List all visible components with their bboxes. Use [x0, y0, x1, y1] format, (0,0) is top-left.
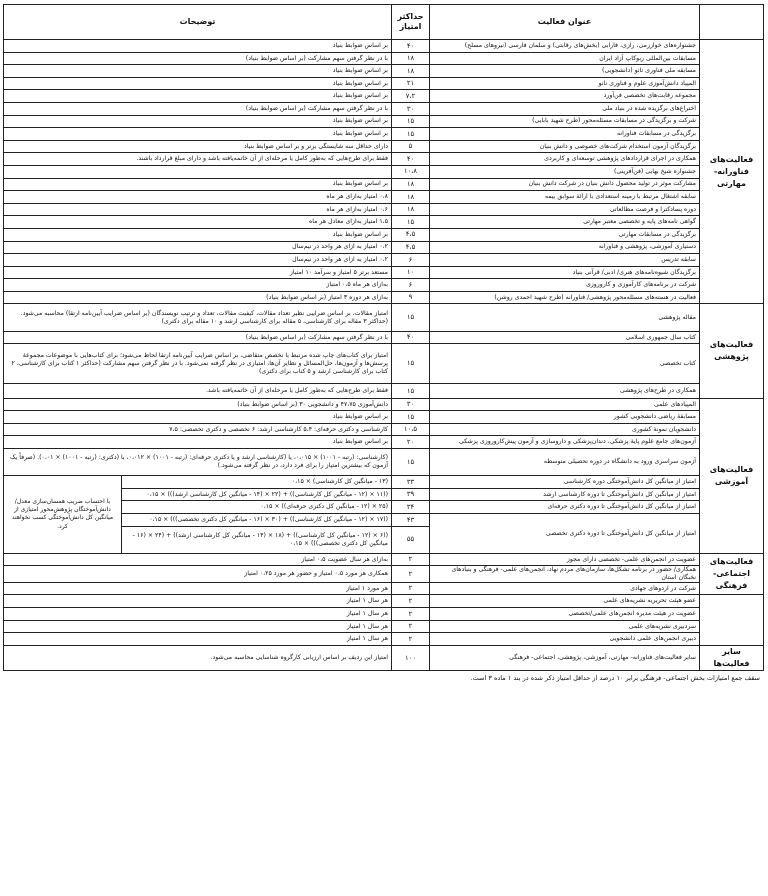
activity-cell: سردبیری نشریه‌های علمی — [430, 620, 700, 633]
points-cell: ۱۵ — [392, 128, 430, 141]
points-cell: ۱۵ — [392, 384, 430, 399]
points-cell: ۱۵ — [392, 411, 430, 424]
points-cell: ۱۰،۵ — [392, 423, 430, 436]
points-cell: ۱۰۰ — [392, 645, 430, 670]
table-row — [3, 620, 763, 633]
points-cell: ۴۰ — [392, 331, 430, 344]
table-row — [3, 608, 763, 621]
notes-cell: فقط برای طرح‌هایی که به‌طور کامل یا مرحله‌ای از آن خاتمه‌یافته باشد و دارای مبلغ قرارداد باشند. — [3, 153, 391, 166]
table-row — [3, 140, 763, 153]
activity-cell: آزمون سراسری ورود به دانشگاه در دوره تحصیلی متوسطه — [430, 449, 700, 476]
table-row — [3, 476, 763, 489]
notes-cell: دارای حداقل سه شایستگی برتر و بر اساس ضوابط بنیاد — [3, 140, 391, 153]
table-row — [3, 384, 763, 399]
activity-cell: جشنواره‌های خوارزمی، رازی، فارابی (بخش‌های رقابتی) و سلمان فارسی (نیروهای مسلح) — [430, 40, 700, 53]
header-activity: عنوان فعالیت — [430, 5, 700, 40]
points-cell: ۲ — [392, 566, 430, 583]
activity-cell: سابقه تدریس — [430, 254, 700, 267]
notes-cell: هر سال ۱ امتیاز — [3, 595, 391, 608]
table-row — [3, 153, 763, 166]
activity-cell: کتاب تخصصی — [430, 344, 700, 384]
notes-cell: هر سال ۱ امتیاز — [3, 633, 391, 646]
notes-cell: با در نظر گرفتن سهم مشارکت (بر اساس ضوابط بنیاد) — [3, 102, 391, 115]
table-row — [3, 128, 763, 141]
points-cell: ۲ — [392, 553, 430, 566]
activity-cell: دوره پسادکترا و فرصت مطالعاتی — [430, 203, 700, 216]
points-cell: ۱۵ — [392, 115, 430, 128]
score-table-sheet — [4, 4, 764, 682]
activity-cell: شرکت در اردوهای جهادی — [430, 582, 700, 595]
activity-cell: عضو هیئت تحریریه نشریه‌های علمی — [430, 595, 700, 608]
activity-cell: المپیاد دانش‌آموزی علوم و فناوری نانو — [430, 77, 700, 90]
notes-cell: (کارشناسی: (رتبه - ۱۰۰۱) × ۰،۰۱۵، یا (کارشناسی ارشد و یا دکتری حرفه‌ای: (رتبه - ۱۰۰۱) × ۰،۰۱۲، یا (دکتری: (رتبه - ۱۰۰۱) × ۰،۰۱). (صرفاً یک آزمون که بیشترین امتیاز را برای فرد دارد، در نظر گرفته می‌شود.) — [3, 449, 391, 476]
points-cell: ۳۹ — [392, 488, 430, 501]
category-cell — [700, 595, 764, 645]
points-cell: ۱۵ — [392, 304, 430, 331]
notes-cell: به‌ازای هر سال عضویت ۰،۵ امتیاز — [3, 553, 391, 566]
notes-cell: بر اساس ضوابط بنیاد — [3, 77, 391, 90]
notes-cell: ۱،۵ امتیاز به‌ازای معادل هر ماه — [3, 216, 391, 229]
table-row — [3, 423, 763, 436]
header-max-points: حداکثر امتیاز — [392, 5, 430, 40]
points-cell: ۱۸ — [392, 65, 430, 78]
activity-cell: سایر فعالیت‌های فناورانه- مهارتی، آموزشی، پژوهشی، اجتماعی- فرهنگی — [430, 645, 700, 670]
notes-cell: امتیاز مقالات، بر اساس ضرایبی نظیر تعداد مقالات، کیفیت مقالات، تعداد و ترتیب نویسندگان (بر اساس ضرایب آیین‌نامه ارتقا) محاسبه می‌شود. (حداکثر ۳ مقاله برای کارشناسی، ۵ مقاله برای کارشناسی ارشد و ۱۰ مقاله برای دکتری) — [3, 304, 391, 331]
table-row — [3, 266, 763, 279]
footer-note: سقف جمع امتیازات بخش اجتماعی- فرهنگی برابر ۱۰ درصد از حداقل امتیاز ذکر شده در بند ۱ ماده ۳ است. — [470, 673, 760, 682]
table-row — [3, 241, 763, 254]
table-row — [3, 40, 763, 53]
points-cell: ۱۵ — [392, 216, 430, 229]
activity-cell: همکاری در اجرای قراردادهای پژوهشی توسعه‌ای و کاربردی — [430, 153, 700, 166]
points-cell: ۷،۲ — [392, 90, 430, 103]
table-row — [3, 344, 763, 384]
notes-cell: ((۱۷ × (۱۲ - میانگین کل کارشناسی)) + (۳۰ × (۱۶ - میانگین کل دکتری تخصصی))) × ۰،۱۵ — [122, 513, 392, 526]
points-cell: ۲۰ — [392, 436, 430, 449]
points-cell: ۵ — [392, 140, 430, 153]
points-cell: ۲ — [392, 633, 430, 646]
table-row — [3, 582, 763, 595]
notes-cell: هر مورد ۱ امتیاز — [3, 582, 391, 595]
table-row — [3, 228, 763, 241]
points-cell: ۲ — [392, 608, 430, 621]
points-cell: ۱۰ — [392, 266, 430, 279]
notes-cell: (۲۵ × (۱۲ - میانگین کل دکتری حرفه‌ای)) × ۰،۱۵ — [122, 501, 392, 514]
header-category — [700, 5, 764, 40]
category-cell: سایر فعالیت‌ها — [700, 645, 764, 670]
notes-cell: ۰،۸ امتیاز به‌ازای هر ماه — [3, 191, 391, 204]
notes-cell: بر اساس ضوابط بنیاد — [3, 40, 391, 53]
table-row — [3, 449, 763, 476]
table-row — [3, 633, 763, 646]
notes-cell: بر اساس ضوابط بنیاد — [3, 65, 391, 78]
activity-cell: برگزیدگی در مسابقات مهارتی — [430, 228, 700, 241]
activity-cell: همکاری در طرح‌های پژوهشی — [430, 384, 700, 399]
table-row — [3, 102, 763, 115]
points-cell: ۹ — [392, 291, 430, 304]
points-cell: ۲۱ — [392, 77, 430, 90]
table-row — [3, 115, 763, 128]
table-row — [3, 291, 763, 304]
notes-cell: بر اساس ضوابط بنیاد — [3, 178, 391, 191]
table-row — [3, 254, 763, 267]
activity-cell: همکاری/ حضور در برنامه تشکل‌ها، سازمان‌های مردم نهاد، انجمن‌های علمی- فرهنگی و بنیادهای نخبگان استان — [430, 566, 700, 583]
table-row — [3, 595, 763, 608]
table-row — [3, 65, 763, 78]
notes-cell: امتیاز برای کتاب‌های چاپ شده مرتبط با تخصص متقاضی، بر اساس ضرایب آیین‌نامه ارتقا لحاظ می‌شود؛ برای کتاب‌هایی با موضوعات مجموعهٔ پرسش‌ها و آزمون‌ها، حل‌المسائل و نظایر آن‌ها، امتیازی در نظر گرفته نمی‌شود. با در نظر گرفتن سهم مشارکت (حداکثر ۱ کتاب برای کارشناسی، ۲ کتاب برای کارشناسی ارشد و ۵ کتاب برای دکتری) — [3, 344, 391, 384]
table-row — [3, 553, 763, 566]
activity-cell: برگزیدگان آزمون استخدام شرکت‌های خصوصی و دانش بنیان — [430, 140, 700, 153]
activity-cell: برگزیدگان شیوه‌نامه‌های هنری/ ادبی/ قرآنی بنیاد — [430, 266, 700, 279]
activity-cell: امتیاز از میانگین کل دانش‌آموختگی تا دوره دکتری حرفه‌ای — [430, 501, 700, 514]
notes-cell: کارشناسی و دکتری حرفه‌ای: ۵،۴ کارشناسی ارشد: ۶ تخصصی و دکتری تخصصی: ۷،۵ — [3, 423, 391, 436]
activity-cell: اختراع‌های برگزیده شده در بنیاد ملی — [430, 102, 700, 115]
table-row — [3, 203, 763, 216]
points-cell: ۴،۵ — [392, 228, 430, 241]
activity-cell: امتیاز از میانگین کل دانش‌آموختگی تا دوره دکتری تخصصی — [430, 513, 700, 553]
activity-score-table — [3, 4, 764, 671]
activity-cell: مشارکت موثر در تولید محصول دانش بنیان در شرکت دانش بنیان — [430, 178, 700, 191]
notes-cell: هر سال ۱ امتیاز — [3, 620, 391, 633]
category-cell: فعالیت‌های اجتماعی- فرهنگی — [700, 553, 764, 595]
table-row — [3, 52, 763, 65]
activity-cell: عضویت در هیئت مدیره انجمن‌های علمی/تخصصی — [430, 608, 700, 621]
activity-cell: دانشجویان نمونهٔ کشوری — [430, 423, 700, 436]
points-cell: ۴۳ — [392, 513, 430, 526]
activity-cell: امتیاز از میانگین کل دانش‌آموختگی تا دوره کارشناسی ارشد — [430, 488, 700, 501]
activity-cell: عضویت در انجمن‌های علمی- تخصصی دارای مجوز — [430, 553, 700, 566]
notes-cell: همکاری هر مورد ۰،۵ امتیاز و حضور هر مورد ۰،۲۵ امتیاز — [3, 566, 391, 583]
notes-cell: بر اساس ضوابط بنیاد — [3, 90, 391, 103]
notes-cell: بر اساس ضوابط بنیاد — [3, 115, 391, 128]
activity-cell: مسابقات بین‌المللی ربوکاپ آزاد ایران — [430, 52, 700, 65]
table-row — [3, 436, 763, 449]
notes-cell: ۰،۶ امتیاز به‌ازای هر ماه — [3, 203, 391, 216]
table-row — [3, 90, 763, 103]
category-cell: فعالیت‌های آموزشی — [700, 398, 764, 553]
notes-cell: ((۶ × (۱۲ - میانگین کل کارشناسی)) + (۱۸ × (۱۴ - میانگین کل کارشناسی ارشد)) + (۲۴ × (۱۶ - میانگین کل دکتری تخصصی))) × ۰،۱۵ — [122, 526, 392, 553]
table-row — [3, 216, 763, 229]
notes-cell: ۰،۲ امتیاز به ازای هر واحد در نیم‌سال — [3, 254, 391, 267]
notes-cell: به‌ازای هر دوره ۳ امتیاز (بر اساس ضوابط بنیاد) — [3, 291, 391, 304]
category-cell: فعالیت‌های فناورانه- مهارتی — [700, 40, 764, 304]
notes-cell: با در نظر گرفتن سهم مشارکت (بر اساس ضوابط بنیاد) — [3, 331, 391, 344]
activity-cell: جشنواره شیخ بهایی (فن‌آفرینی) — [430, 165, 700, 178]
table-row — [3, 411, 763, 424]
category-cell: فعالیت‌های پژوهشی — [700, 304, 764, 398]
table-row — [3, 77, 763, 90]
table-row — [3, 304, 763, 331]
notes-cell: بر اساس ضوابط بنیاد — [3, 436, 391, 449]
table-row — [3, 165, 763, 178]
notes-cell — [3, 165, 391, 178]
table-row — [3, 645, 763, 670]
table-row — [3, 331, 763, 344]
activity-cell: امتیاز از میانگین کل دانش‌آموختگی دوره کارشناسی — [430, 476, 700, 489]
activity-cell: دستیاری آموزشی، پژوهشی و فناورانه — [430, 241, 700, 254]
points-cell: ۴،۵ — [392, 241, 430, 254]
points-cell: ۴۰ — [392, 153, 430, 166]
points-cell: ۳۳ — [392, 476, 430, 489]
activity-cell: آزمون‌های جامع علوم پایهٔ پزشکی، دندان‌پزشکی و داروسازی و آزمون پیش‌کاروروزی پزشکی — [430, 436, 700, 449]
notes-cell: دانش‌آموزی ۴۷،۷۵ و دانشجویی ۳۰ (بر اساس ضوابط بنیاد) — [3, 398, 391, 411]
activity-cell: المپیادهای علمی — [430, 398, 700, 411]
points-cell: ۳۰ — [392, 102, 430, 115]
gpa-side-note: با احتساب ضریب همسان‌سازی معدل/ دانش‌آموختگان پژوهش‌محور امتیازی از میانگین کل دانش‌آموختگی کسب نخواهند کرد. — [3, 476, 121, 554]
notes-cell: (۱۳ - میانگین کل کارشناسی) × ۰،۱۵ — [122, 476, 392, 489]
notes-cell: ۰،۲ امتیاز به ازای هر واحد در نیم‌سال — [3, 241, 391, 254]
activity-cell: برگزیدگی در مسابقات فناورانه — [430, 128, 700, 141]
activity-cell: شرکت در برنامه‌های کارآموزی و کاروروزی — [430, 279, 700, 292]
points-cell: ۲ — [392, 620, 430, 633]
activity-cell: دبیری انجمن‌های علمی دانشجویی — [430, 633, 700, 646]
table-row — [3, 566, 763, 583]
points-cell: ۲ — [392, 582, 430, 595]
notes-cell: مستعد برتر ۵ امتیاز و سرآمد ۱۰ امتیاز — [3, 266, 391, 279]
table-row — [3, 178, 763, 191]
activity-cell: مقاله پژوهشی — [430, 304, 700, 331]
activity-cell: شرکت و برگزیدگی در مسابقات مسئله‌محور (طرح شهید بابایی) — [430, 115, 700, 128]
table-row — [3, 191, 763, 204]
points-cell: ۱۵ — [392, 449, 430, 476]
points-cell: ۳۰ — [392, 398, 430, 411]
activity-cell: گواهی نامه‌های پایه و تخصصی معتبر مهارتی — [430, 216, 700, 229]
activity-cell: مجموعه رقابت‌های تخصصی فن‌آورد — [430, 90, 700, 103]
header-row — [3, 5, 763, 40]
notes-cell: به‌ازای هر ماه ۰،۵ امتیاز — [3, 279, 391, 292]
points-cell: ۱۸ — [392, 203, 430, 216]
points-cell: ۴۰ — [392, 40, 430, 53]
points-cell: ۱۸ — [392, 178, 430, 191]
notes-cell: فقط برای طرح‌هایی که به‌طور کامل یا مرحله‌ای از آن خاتمه‌یافته باشد. — [3, 384, 391, 399]
points-cell: ۱۵ — [392, 344, 430, 384]
table-row — [3, 398, 763, 411]
table-row — [3, 279, 763, 292]
activity-cell: سابقه اشتغال مرتبط با زمینه استعدادی با ارائهٔ سوابق بیمه — [430, 191, 700, 204]
points-cell: ۳۴ — [392, 501, 430, 514]
activity-cell: فعالیت در هسته‌های مسئله‌محور پژوهشی/ فناورانه (طرح شهید احمدی روشن) — [430, 291, 700, 304]
notes-cell: با در نظر گرفتن سهم مشارکت (بر اساس ضوابط بنیاد) — [3, 52, 391, 65]
notes-cell: بر اساس ضوابط بنیاد — [3, 411, 391, 424]
header-notes: توضیحات — [3, 5, 391, 40]
points-cell: ۶ — [392, 279, 430, 292]
notes-cell: بر اساس ضوابط بنیاد — [3, 128, 391, 141]
notes-cell: امتیاز این ردیف بر اساس ارزیابی کارگروه شناسایی محاسبه می‌شود. — [3, 645, 391, 670]
notes-cell: هر سال ۱ امتیاز — [3, 608, 391, 621]
notes-cell: ((۱۱ × (۱۲ - میانگین کل کارشناسی)) + (۲۲ × (۱۴ - میانگین کل کارشناسی ارشد))) × ۰،۱۵ — [122, 488, 392, 501]
notes-cell: بر اساس ضوابط بنیاد — [3, 228, 391, 241]
points-cell: ۱۰،۸ — [392, 165, 430, 178]
points-cell: ۶ — [392, 254, 430, 267]
points-cell: ۱۸ — [392, 52, 430, 65]
activity-cell: مسابقه ملی فناوری نانو (دانشجویی) — [430, 65, 700, 78]
points-cell: ۵۵ — [392, 526, 430, 553]
activity-cell: کتاب سال جمهوری اسلامی — [430, 331, 700, 344]
points-cell: ۲ — [392, 595, 430, 608]
activity-cell: مسابقهٔ ریاضی دانشجویی کشور — [430, 411, 700, 424]
points-cell: ۱۸ — [392, 191, 430, 204]
